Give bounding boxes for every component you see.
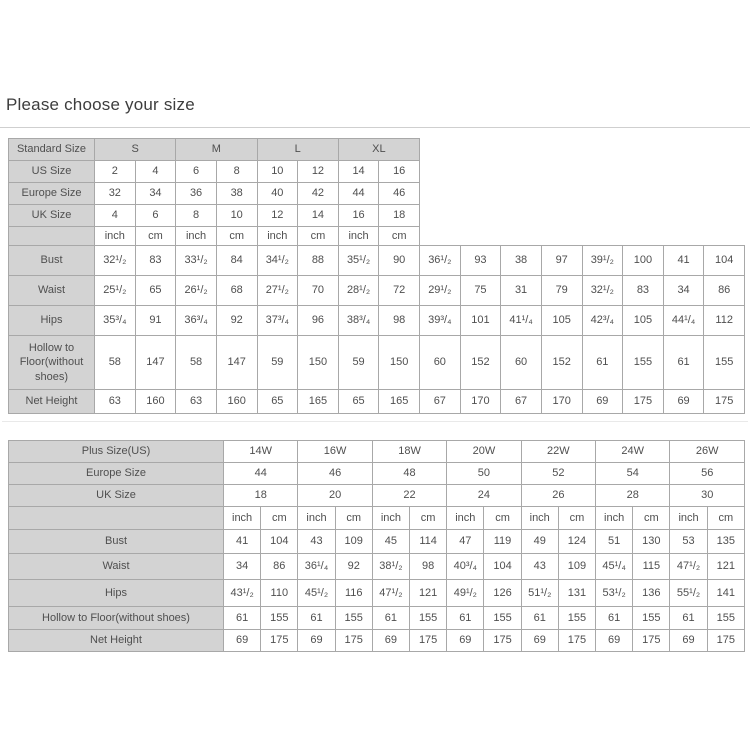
size-cell: 38	[216, 183, 257, 205]
measurement-cell: 69	[596, 630, 633, 652]
unit-cm-cell: cm	[216, 227, 257, 246]
measurement-cell: 53¹/₂	[596, 580, 633, 607]
measurement-cell: 65	[257, 390, 298, 414]
table-row	[9, 441, 745, 463]
measurement-cell: 67	[420, 390, 461, 414]
measurement-cell: 45¹/₄	[596, 554, 633, 580]
measurement-cell: 147	[135, 336, 176, 390]
standard-size-table	[8, 138, 745, 414]
measurement-cell: 98	[379, 306, 420, 336]
table-row	[9, 276, 745, 306]
plus-size-table-body	[9, 441, 745, 652]
unit-cm-cell: cm	[633, 507, 670, 530]
measurement-cell: 109	[558, 554, 595, 580]
measurement-cell: 83	[623, 276, 664, 306]
unit-inch-cell: inch	[596, 507, 633, 530]
corner-label: Plus Size(US)	[9, 441, 224, 463]
table-row	[9, 530, 745, 554]
measurement-cell: 72	[379, 276, 420, 306]
size-header-cell: 18W	[372, 441, 446, 463]
size-cell: 54	[596, 463, 670, 485]
measurement-cell: 175	[623, 390, 664, 414]
measurement-cell: 110	[261, 580, 298, 607]
measurement-cell: 58	[176, 336, 217, 390]
size-cell: 26	[521, 485, 595, 507]
size-cell: 30	[670, 485, 745, 507]
page-title: Please choose your size	[6, 95, 195, 114]
measurement-cell: 114	[410, 530, 447, 554]
measurement-cell: 31	[501, 276, 542, 306]
table-row	[9, 507, 745, 530]
measurement-cell: 39¹/₂	[582, 246, 623, 276]
measurement-cell: 98	[410, 554, 447, 580]
measurement-cell: 45	[372, 530, 409, 554]
measurement-cell: 28¹/₂	[338, 276, 379, 306]
measurement-cell: 61	[521, 607, 558, 630]
unit-cm-cell: cm	[707, 507, 744, 530]
measurement-cell: 175	[707, 630, 744, 652]
measurement-cell: 83	[135, 246, 176, 276]
measurement-cell: 69	[663, 390, 704, 414]
measurement-cell: 38¹/₂	[372, 554, 409, 580]
size-header-cell: 24W	[596, 441, 670, 463]
unit-cm-cell: cm	[484, 507, 521, 530]
size-header-cell: 14W	[224, 441, 298, 463]
measurement-cell: 42³/₄	[582, 306, 623, 336]
measurement-cell: 60	[420, 336, 461, 390]
table-row	[9, 161, 745, 183]
measurement-cell: 26¹/₂	[176, 276, 217, 306]
table-row	[9, 485, 745, 507]
measurement-cell: 69	[670, 630, 707, 652]
measurement-cell: 155	[633, 607, 670, 630]
unit-inch-cell: inch	[95, 227, 136, 246]
measurement-cell: 63	[176, 390, 217, 414]
measurement-cell: 105	[541, 306, 582, 336]
table-row	[9, 390, 745, 414]
measurement-cell: 104	[484, 554, 521, 580]
row-label: Waist	[9, 554, 224, 580]
measurement-cell: 32¹/₂	[95, 246, 136, 276]
measurement-cell: 155	[410, 607, 447, 630]
measurement-cell: 34¹/₂	[257, 246, 298, 276]
row-label: UK Size	[9, 485, 224, 507]
measurement-cell: 105	[623, 306, 664, 336]
measurement-cell: 37³/₄	[257, 306, 298, 336]
unit-inch-cell: inch	[298, 507, 335, 530]
measurement-cell: 101	[460, 306, 501, 336]
size-cell: 8	[176, 205, 217, 227]
measurement-cell: 115	[633, 554, 670, 580]
measurement-cell: 61	[224, 607, 261, 630]
size-cell: 52	[521, 463, 595, 485]
size-cell: 50	[447, 463, 521, 485]
measurement-cell: 165	[298, 390, 339, 414]
unit-inch-cell: inch	[521, 507, 558, 530]
unit-inch-cell: inch	[372, 507, 409, 530]
size-cell: 10	[216, 205, 257, 227]
table-row	[9, 336, 745, 390]
table-row	[9, 139, 745, 161]
measurement-cell: 43	[521, 554, 558, 580]
size-cell: 16	[379, 161, 420, 183]
size-cell: 46	[379, 183, 420, 205]
measurement-cell: 92	[335, 554, 372, 580]
size-cell: 40	[257, 183, 298, 205]
measurement-cell: 53	[670, 530, 707, 554]
row-label: Hips	[9, 580, 224, 607]
corner-label: Standard Size	[9, 139, 95, 161]
table-row	[9, 183, 745, 205]
row-label: Hips	[9, 306, 95, 336]
measurement-cell: 35³/₄	[95, 306, 136, 336]
size-cell: 12	[298, 161, 339, 183]
measurement-cell: 45¹/₂	[298, 580, 335, 607]
measurement-cell: 130	[633, 530, 670, 554]
size-cell: 44	[224, 463, 298, 485]
measurement-cell: 155	[335, 607, 372, 630]
measurement-cell: 175	[704, 390, 745, 414]
table-row	[9, 306, 745, 336]
measurement-cell: 175	[558, 630, 595, 652]
measurement-cell: 75	[460, 276, 501, 306]
unit-cm-cell: cm	[379, 227, 420, 246]
measurement-cell: 150	[379, 336, 420, 390]
table-row	[9, 607, 745, 630]
measurement-cell: 47¹/₂	[670, 554, 707, 580]
measurement-cell: 119	[484, 530, 521, 554]
unit-cm-cell: cm	[135, 227, 176, 246]
measurement-cell: 61	[298, 607, 335, 630]
size-cell: 4	[135, 161, 176, 183]
table-row	[9, 580, 745, 607]
size-header-cell: L	[257, 139, 338, 161]
size-cell: 42	[298, 183, 339, 205]
measurement-cell: 160	[216, 390, 257, 414]
measurement-cell: 41¹/₄	[501, 306, 542, 336]
unit-inch-cell: inch	[176, 227, 217, 246]
measurement-cell: 47	[447, 530, 484, 554]
measurement-cell: 36¹/₄	[298, 554, 335, 580]
measurement-cell: 155	[704, 336, 745, 390]
row-label: Hollow to Floor(without shoes)	[9, 336, 95, 390]
row-label: UK Size	[9, 205, 95, 227]
size-cell: 12	[257, 205, 298, 227]
measurement-cell: 135	[707, 530, 744, 554]
measurement-cell: 121	[707, 554, 744, 580]
measurement-cell: 96	[298, 306, 339, 336]
measurement-cell: 90	[379, 246, 420, 276]
measurement-cell: 124	[558, 530, 595, 554]
size-header-cell: 22W	[521, 441, 595, 463]
measurement-cell: 34	[663, 276, 704, 306]
table-row	[9, 554, 745, 580]
measurement-cell: 79	[541, 276, 582, 306]
unit-inch-cell: inch	[338, 227, 379, 246]
measurement-cell: 175	[633, 630, 670, 652]
measurement-cell: 70	[298, 276, 339, 306]
table-row	[9, 246, 745, 276]
size-header-cell: M	[176, 139, 257, 161]
measurement-cell: 69	[521, 630, 558, 652]
measurement-cell: 35¹/₂	[338, 246, 379, 276]
measurement-cell: 175	[261, 630, 298, 652]
size-cell: 16	[338, 205, 379, 227]
standard-size-table-body	[9, 139, 745, 414]
measurement-cell: 175	[335, 630, 372, 652]
size-cell: 6	[135, 205, 176, 227]
measurement-cell: 155	[623, 336, 664, 390]
measurement-cell: 165	[379, 390, 420, 414]
measurement-cell: 36¹/₂	[420, 246, 461, 276]
measurement-cell: 63	[95, 390, 136, 414]
unit-inch-cell: inch	[447, 507, 484, 530]
plus-size-table	[8, 440, 745, 652]
measurement-cell: 155	[707, 607, 744, 630]
measurement-cell: 65	[338, 390, 379, 414]
measurement-cell: 32¹/₂	[582, 276, 623, 306]
measurement-cell: 69	[582, 390, 623, 414]
measurement-cell: 34	[224, 554, 261, 580]
size-cell: 56	[670, 463, 745, 485]
measurement-cell: 126	[484, 580, 521, 607]
measurement-cell: 44¹/₄	[663, 306, 704, 336]
measurement-cell: 69	[447, 630, 484, 652]
measurement-cell: 152	[460, 336, 501, 390]
size-cell: 48	[372, 463, 446, 485]
measurement-cell: 59	[338, 336, 379, 390]
measurement-cell: 47¹/₂	[372, 580, 409, 607]
measurement-cell: 131	[558, 580, 595, 607]
measurement-cell: 69	[372, 630, 409, 652]
measurement-cell: 39³/₄	[420, 306, 461, 336]
measurement-cell: 69	[298, 630, 335, 652]
measurement-cell: 116	[335, 580, 372, 607]
corner-empty-cell	[9, 507, 224, 530]
size-cell: 18	[379, 205, 420, 227]
row-label: US Size	[9, 161, 95, 183]
measurement-cell: 38³/₄	[338, 306, 379, 336]
measurement-cell: 104	[261, 530, 298, 554]
measurement-cell: 49	[521, 530, 558, 554]
size-cell: 28	[596, 485, 670, 507]
measurement-cell: 155	[484, 607, 521, 630]
size-header-cell: 26W	[670, 441, 745, 463]
size-cell: 10	[257, 161, 298, 183]
measurement-cell: 61	[582, 336, 623, 390]
unit-cm-cell: cm	[410, 507, 447, 530]
size-cell: 46	[298, 463, 372, 485]
measurement-cell: 58	[95, 336, 136, 390]
measurement-cell: 61	[663, 336, 704, 390]
table-row	[9, 227, 745, 246]
size-cell: 32	[95, 183, 136, 205]
measurement-cell: 84	[216, 246, 257, 276]
size-cell: 2	[95, 161, 136, 183]
measurement-cell: 68	[216, 276, 257, 306]
measurement-cell: 55¹/₂	[670, 580, 707, 607]
row-label: Europe Size	[9, 463, 224, 485]
size-header-cell: XL	[338, 139, 419, 161]
measurement-cell: 27¹/₂	[257, 276, 298, 306]
measurement-cell: 109	[335, 530, 372, 554]
size-cell: 14	[298, 205, 339, 227]
measurement-cell: 65	[135, 276, 176, 306]
measurement-cell: 152	[541, 336, 582, 390]
size-header-cell: 16W	[298, 441, 372, 463]
measurement-cell: 29¹/₂	[420, 276, 461, 306]
measurement-cell: 69	[224, 630, 261, 652]
measurement-cell: 41	[663, 246, 704, 276]
unit-cm-cell: cm	[558, 507, 595, 530]
size-cell: 34	[135, 183, 176, 205]
size-header-cell: 20W	[447, 441, 521, 463]
table-row	[9, 463, 745, 485]
measurement-cell: 92	[216, 306, 257, 336]
size-cell: 20	[298, 485, 372, 507]
size-cell: 36	[176, 183, 217, 205]
unit-inch-cell: inch	[224, 507, 261, 530]
size-cell: 4	[95, 205, 136, 227]
table-divider	[2, 421, 748, 422]
corner-empty-cell	[9, 227, 95, 246]
size-cell: 8	[216, 161, 257, 183]
measurement-cell: 93	[460, 246, 501, 276]
unit-cm-cell: cm	[335, 507, 372, 530]
measurement-cell: 175	[410, 630, 447, 652]
size-cell: 22	[372, 485, 446, 507]
table-row	[9, 205, 745, 227]
size-cell: 6	[176, 161, 217, 183]
measurement-cell: 40³/₄	[447, 554, 484, 580]
size-cell: 14	[338, 161, 379, 183]
row-label: Bust	[9, 246, 95, 276]
size-cell: 24	[447, 485, 521, 507]
unit-inch-cell: inch	[257, 227, 298, 246]
measurement-cell: 61	[596, 607, 633, 630]
row-label: Net Height	[9, 630, 224, 652]
measurement-cell: 160	[135, 390, 176, 414]
measurement-cell: 136	[633, 580, 670, 607]
measurement-cell: 61	[447, 607, 484, 630]
measurement-cell: 61	[670, 607, 707, 630]
measurement-cell: 86	[704, 276, 745, 306]
measurement-cell: 100	[623, 246, 664, 276]
measurement-cell: 43	[298, 530, 335, 554]
measurement-cell: 170	[460, 390, 501, 414]
measurement-cell: 150	[298, 336, 339, 390]
measurement-cell: 51	[596, 530, 633, 554]
unit-cm-cell: cm	[298, 227, 339, 246]
measurement-cell: 104	[704, 246, 745, 276]
row-label: Net Height	[9, 390, 95, 414]
measurement-cell: 91	[135, 306, 176, 336]
unit-cm-cell: cm	[261, 507, 298, 530]
measurement-cell: 60	[501, 336, 542, 390]
measurement-cell: 41	[224, 530, 261, 554]
measurement-cell: 59	[257, 336, 298, 390]
measurement-cell: 97	[541, 246, 582, 276]
measurement-cell: 61	[372, 607, 409, 630]
measurement-cell: 147	[216, 336, 257, 390]
measurement-cell: 36³/₄	[176, 306, 217, 336]
measurement-cell: 33¹/₂	[176, 246, 217, 276]
size-cell: 44	[338, 183, 379, 205]
measurement-cell: 86	[261, 554, 298, 580]
measurement-cell: 141	[707, 580, 744, 607]
measurement-cell: 155	[261, 607, 298, 630]
size-cell: 18	[224, 485, 298, 507]
measurement-cell: 43¹/₂	[224, 580, 261, 607]
measurement-cell: 51¹/₂	[521, 580, 558, 607]
size-header-cell: S	[95, 139, 176, 161]
measurement-cell: 25¹/₂	[95, 276, 136, 306]
measurement-cell: 67	[501, 390, 542, 414]
table-row	[9, 630, 745, 652]
row-label: Bust	[9, 530, 224, 554]
unit-inch-cell: inch	[670, 507, 707, 530]
measurement-cell: 49¹/₂	[447, 580, 484, 607]
heading-divider	[0, 127, 750, 128]
row-label: Waist	[9, 276, 95, 306]
measurement-cell: 175	[484, 630, 521, 652]
row-label: Hollow to Floor(without shoes)	[9, 607, 224, 630]
measurement-cell: 88	[298, 246, 339, 276]
measurement-cell: 121	[410, 580, 447, 607]
measurement-cell: 155	[558, 607, 595, 630]
measurement-cell: 170	[541, 390, 582, 414]
measurement-cell: 38	[501, 246, 542, 276]
measurement-cell: 112	[704, 306, 745, 336]
row-label: Europe Size	[9, 183, 95, 205]
